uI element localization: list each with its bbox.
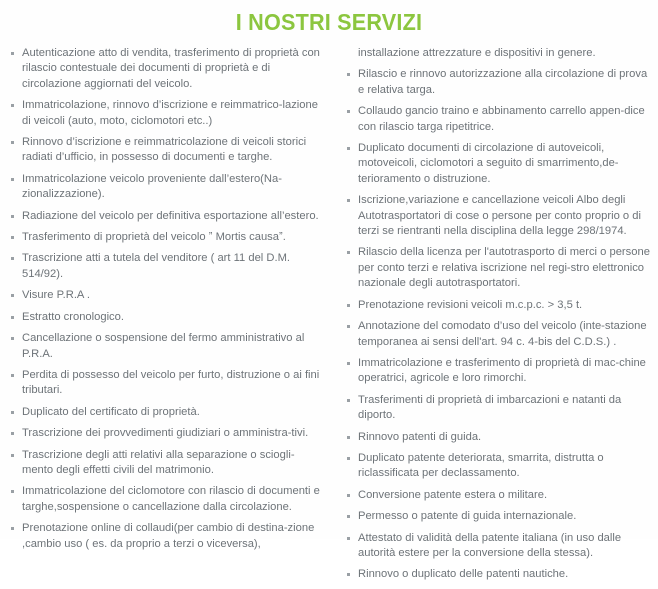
bullet-icon xyxy=(11,411,14,414)
service-item xyxy=(344,531,652,562)
bullet-icon xyxy=(347,515,350,518)
service-item-label: Annotazione del comodato d’uso del veicolo (inte-stazione temporanea ai sensi dell'art. 94 c. 4-bis del C.D.S.) . xyxy=(358,320,647,348)
bullet-icon xyxy=(11,257,14,260)
bullet-icon xyxy=(347,199,350,202)
bullet-icon xyxy=(11,316,14,319)
service-item xyxy=(8,484,324,515)
bullet-icon xyxy=(11,527,14,530)
service-item xyxy=(344,141,652,187)
bullet-icon xyxy=(11,52,14,55)
service-item-label: Immatricolazione del ciclomotore con rilascio di documenti e targhe,sospensione o cancellazione dalla circolazione. xyxy=(22,485,320,513)
bullet-icon xyxy=(347,537,350,540)
service-item-label: Visure P.R.A . xyxy=(22,289,90,302)
service-item-label: Rinnovo patenti di guida. xyxy=(358,430,482,443)
service-item xyxy=(344,393,652,424)
page-title: I NOSTRI SERVIZI xyxy=(235,9,423,35)
service-item-label: Collaudo gancio traino e abbinamento carrello appen-dice con rilascio targa ripetitrice. xyxy=(358,105,645,133)
service-item-label: Rilascio della licenza per l'autotrasporto di merci o persone per conto terzi e relativa iscrizione nel regi-stro elettronico nazionale degli autotrasportatori. xyxy=(358,246,650,290)
service-item xyxy=(8,46,324,92)
service-item xyxy=(344,509,652,524)
service-item xyxy=(8,521,324,552)
bullet-icon xyxy=(347,110,350,113)
service-item xyxy=(344,245,652,291)
service-item-label: Conversione patente estera o militare. xyxy=(358,488,548,501)
bullet-icon xyxy=(347,325,350,328)
continuation-text: installazione attrezzature e dispositivi in genere. xyxy=(358,47,596,59)
service-item-label: Autenticazione atto di vendita, trasferimento di proprietà con rilascio contestuale dei documenti di proprietà e di circolazione aggiornati del veicolo. xyxy=(22,47,320,90)
service-item xyxy=(8,368,324,399)
service-item-label: Trasferimento di proprietà del veicolo ˮ Mortis causaˮ. xyxy=(22,231,286,244)
service-item xyxy=(344,488,652,503)
service-item-label: Trascrizione degli atti relativi alla separazione o sciogli-mento degli effetti civili del matrimonio. xyxy=(22,448,295,476)
bullet-icon xyxy=(347,147,350,150)
service-item xyxy=(8,310,324,325)
service-item xyxy=(8,230,324,245)
bullet-icon xyxy=(347,494,350,497)
service-item-label: Duplicato documenti di circolazione di autoveicoli, motoveicoli, ciclomotori a seguito di smarrimento,de-terioramento o distruzione. xyxy=(358,142,619,185)
service-item xyxy=(344,298,652,313)
service-item-label: Perdita di possesso del veicolo per furto, distruzione o ai fini tributari. xyxy=(22,368,320,397)
bullet-icon xyxy=(347,436,350,439)
bullet-icon xyxy=(347,251,350,254)
service-item xyxy=(344,104,652,135)
service-item-label: Trasferimenti di proprietà di imbarcazioni e natanti da diporto. xyxy=(358,393,622,422)
service-item xyxy=(344,319,652,350)
bullet-icon xyxy=(11,454,14,457)
service-item-label: Attestato di validità della patente italiana (in uso dalle autorità estere per la conversione della stessa). xyxy=(358,531,622,559)
service-item xyxy=(8,288,324,303)
bullet-icon xyxy=(347,573,350,576)
service-item xyxy=(8,448,324,479)
service-item xyxy=(8,209,324,224)
bullet-icon xyxy=(347,457,350,460)
service-item xyxy=(8,172,324,203)
service-item xyxy=(344,356,652,387)
bullet-icon xyxy=(11,236,14,239)
services-list-right xyxy=(344,67,652,582)
service-item-label: Estratto cronologico. xyxy=(22,310,124,323)
services-column-right xyxy=(330,46,658,589)
service-item xyxy=(344,193,652,239)
service-item xyxy=(8,405,324,420)
service-item xyxy=(8,135,324,166)
service-item-label: Permesso o patente di guida internazionale. xyxy=(358,510,577,523)
service-item-label: Radiazione del veicolo per definitiva esportazione all’estero. xyxy=(22,209,319,222)
bullet-icon xyxy=(11,104,14,107)
bullet-icon xyxy=(11,432,14,435)
service-item xyxy=(344,67,652,98)
service-item xyxy=(344,567,652,582)
service-item-label: Immatricolazione veicolo proveniente dall’estero(Na-zionalizzazione). xyxy=(22,172,282,201)
service-item xyxy=(8,98,324,129)
service-item-label: Trascrizione atti a tutela del venditore ( art 11 del D.M. 514/92). xyxy=(22,252,290,280)
service-item-label: Duplicato patente deteriorata, smarrita, distrutta o riclassificata per declassamento. xyxy=(358,451,604,480)
bullet-icon xyxy=(347,304,350,307)
service-item xyxy=(8,331,324,362)
services-list-left xyxy=(8,46,324,552)
service-item-label: Duplicato del certificato di proprietà. xyxy=(22,405,200,418)
service-item-label: Immatricolazione, rinnovo d’iscrizione e reimmatrico-lazione di veicoli (auto, moto, ciclomotori etc..) xyxy=(22,99,318,127)
bullet-icon xyxy=(347,399,350,402)
services-column-left xyxy=(0,46,330,558)
bullet-icon xyxy=(347,73,350,76)
service-item xyxy=(344,451,652,482)
service-item xyxy=(344,430,652,445)
service-item-label: Trascrizione dei provvedimenti giudiziari o amministra-tivi. xyxy=(22,427,309,440)
services-columns xyxy=(0,36,658,589)
bullet-icon xyxy=(11,294,14,297)
service-item-label: Rilascio e rinnovo autorizzazione alla circolazione di prova e relativa targa. xyxy=(358,68,648,96)
service-item-label: Rinnovo o duplicato delle patenti nautiche. xyxy=(358,568,569,581)
service-item-label: Rinnovo d’iscrizione e reimmatricolazione di veicoli storici radiati d’ufficio, in possesso di documenti e targhe. xyxy=(22,136,307,164)
bullet-icon xyxy=(11,178,14,181)
bullet-icon xyxy=(11,337,14,340)
bullet-icon xyxy=(11,490,14,493)
service-item-label: Prenotazione online di collaudi(per cambio di destina-zione ,cambio uso ( es. da proprio a terzi o viceversa), xyxy=(22,522,315,550)
bullet-icon xyxy=(11,141,14,144)
bullet-icon xyxy=(11,215,14,218)
service-item xyxy=(8,251,324,282)
service-item-label: Cancellazione o sospensione del fermo amministrativo al P.R.A. xyxy=(22,332,305,360)
service-item-label: Iscrizione,variazione e cancellazione veicoli Albo degli Autotrasportatori di cose o persone per conto proprio o di terzi se rientranti nella disciplina della legge 298/1974. xyxy=(358,194,641,238)
service-item xyxy=(8,426,324,441)
service-item-label: Prenotazione revisioni veicoli m.c.p.c. > 3,5 t. xyxy=(358,298,583,311)
service-item-label: Immatricolazione e trasferimento di proprietà di mac-chine operatrici, agricole e loro rimorchi. xyxy=(358,356,646,385)
bullet-icon xyxy=(347,362,350,365)
bullet-icon xyxy=(11,374,14,377)
